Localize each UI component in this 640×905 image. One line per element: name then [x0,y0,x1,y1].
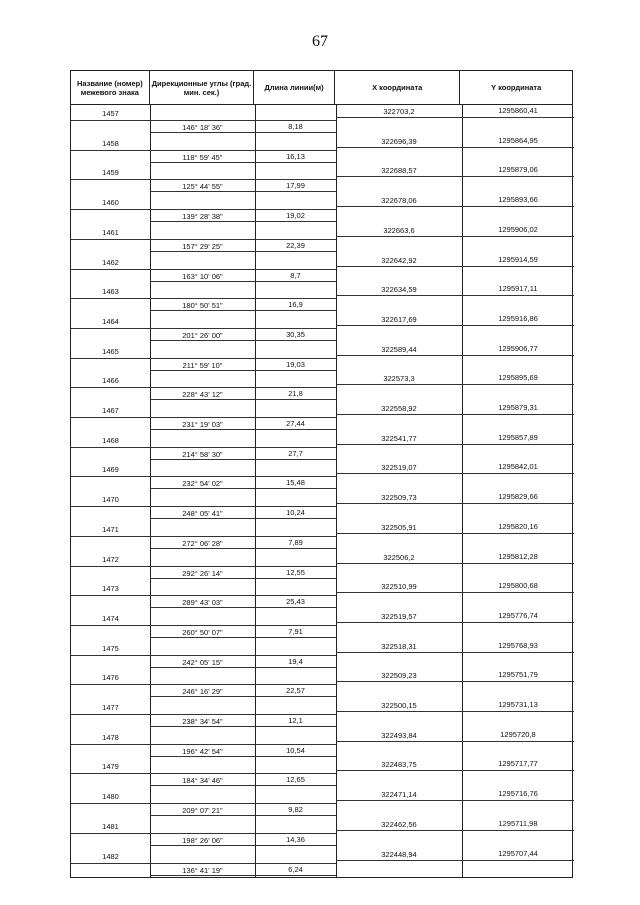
direction-angle: 196° 42' 54" [182,746,223,756]
segment-top-line [150,328,336,329]
name-row-line [71,714,150,715]
segment-row-line [150,518,336,519]
line-length: 14,36 [286,834,305,844]
segment-top-line [150,863,336,864]
direction-angle: 272° 06' 28" [182,538,223,548]
x-coordinate: 322448,94 [381,849,417,859]
line-length: 19,4 [288,656,303,666]
y-coordinate: 1295829,66 [498,492,538,502]
segment-row-line [150,162,336,163]
line-length: 27,7 [288,448,303,458]
line-length: 27,44 [286,419,305,428]
line-length: 19,03 [286,359,305,369]
line-length: 12,55 [286,567,305,577]
direction-angle: 242° 05' 15" [182,657,223,667]
x-coordinate: 322509,73 [381,493,417,503]
table-header [71,71,572,105]
x-coordinate: 322696,39 [381,136,417,146]
segment-row-line [150,459,336,460]
segment-top-line [150,536,336,537]
x-coordinate: 322471,14 [381,790,417,800]
point-name: 1462 [102,257,119,267]
segment-top-line [150,120,336,121]
line-length: 8,18 [288,122,303,131]
point-name: 1482 [102,851,119,861]
line-length: 21,8 [288,389,303,399]
x-coordinate: 322678,06 [381,196,417,206]
segment-row-line [150,281,336,282]
coordinate-row-line [336,681,574,682]
name-row-line [71,863,150,864]
y-coordinate: 1295879,06 [498,165,538,175]
coordinate-row-line [336,860,574,861]
coordinate-row-line [336,206,574,207]
header-name: Название (номер) межевого знака [71,71,150,104]
coordinate-row-line [336,711,574,712]
segment-top-line [150,803,336,804]
x-coordinate: 322589,44 [381,344,417,354]
coordinate-row-line [336,770,574,771]
coordinate-row-line [336,325,574,326]
line-length: 17,99 [286,181,305,191]
point-name: 1475 [102,643,119,653]
coordinates-table [70,70,573,878]
y-coordinate: 1295906,77 [498,343,538,353]
direction-angle: 209° 07' 21" [182,806,223,816]
name-row-line [71,684,150,685]
segment-top-line [150,298,336,299]
line-length: 16,9 [288,300,303,310]
coordinate-row-line [336,117,574,118]
direction-angle: 232° 54' 02" [182,479,223,489]
point-name: 1466 [102,376,119,386]
segment-top-line [150,417,336,418]
y-coordinate: 1295707,44 [498,848,538,858]
line-length: 6,24 [288,864,303,874]
header-x: X координата [335,71,461,104]
segment-row-line [150,815,336,816]
segment-top-line [150,179,336,180]
x-coordinate: 322500,15 [381,701,417,710]
x-coordinate: 322518,31 [381,641,417,651]
header-y: Y координата [491,83,542,92]
point-name: 1471 [102,524,119,534]
x-coordinate: 322688,57 [381,166,417,176]
direction-angle: 118° 59' 45" [182,152,223,162]
line-length: 10,24 [286,508,305,518]
point-name: 1476 [102,673,119,683]
direction-angle: 184° 34' 46" [182,776,223,786]
x-coordinate: 322703,2 [383,107,415,116]
segment-row-line [150,756,336,757]
line-length: 15,48 [286,478,305,488]
line-length: 12,65 [286,775,305,785]
segment-row-line [150,429,336,430]
x-coordinate: 322483,75 [381,760,417,770]
table-body [71,105,572,877]
segment-top-line [150,150,336,151]
segment-row-line [150,726,336,727]
point-name: 1473 [102,584,119,594]
coordinate-row-line [336,384,574,385]
segment-top-line [150,744,336,745]
line-length: 25,43 [286,597,305,607]
name-row-line [71,120,150,121]
name-row-line [71,655,150,656]
line-length: 12,1 [288,716,303,725]
segment-top-line [150,506,336,507]
line-length: 8,7 [290,270,301,280]
segment-top-line [150,209,336,210]
y-coordinate: 1295893,66 [498,195,538,205]
name-row-line [71,328,150,329]
x-coordinate: 322642,92 [381,255,417,265]
direction-angle: 180° 50' 51" [182,301,223,311]
y-coordinate: 1295906,02 [498,224,538,234]
segment-row-line [150,488,336,489]
direction-angle: 248° 05' 41" [182,509,223,519]
y-coordinate: 1295820,16 [498,521,538,531]
y-coordinate: 1295751,79 [498,670,538,680]
coordinate-row-line [336,473,574,474]
segment-row-line [150,667,336,668]
y-coordinate: 1295914,59 [498,254,538,264]
direction-angle: 238° 34' 54" [182,717,223,726]
segment-row-line [150,191,336,192]
direction-angle: 163° 10' 06" [182,271,223,281]
y-coordinate: 1295800,68 [498,581,538,591]
segment-row-line [150,310,336,311]
coordinate-row-line [336,355,574,356]
x-coordinate: 322493,84 [381,730,417,740]
name-row-line [71,506,150,507]
point-name: 1465 [102,346,119,356]
x-coordinate: 322541,77 [381,433,417,443]
line-length: 7,91 [288,626,303,636]
direction-angle: 201° 26' 00" [182,330,223,340]
y-coordinate: 1295812,28 [498,551,538,561]
y-coordinate: 1295842,01 [498,462,538,472]
point-name: 1468 [102,435,119,445]
coordinate-row-line [336,622,574,623]
name-row-line [71,358,150,359]
header-length: Длина линии(м) [254,71,335,104]
segment-row-line [150,696,336,697]
segment-top-line [150,566,336,567]
x-coordinate: 322509,23 [381,671,417,681]
line-length: 9,82 [288,805,303,815]
y-coordinate: 1295917,11 [498,284,538,294]
direction-angle: 125° 44' 55" [182,182,223,192]
segment-row-line [150,578,336,579]
coordinate-row-line [336,414,574,415]
point-name: 1478 [102,732,119,742]
y-coordinate: 1295895,69 [498,373,538,383]
segment-top-line [150,387,336,388]
name-row-line [71,803,150,804]
point-name: 1464 [102,316,119,326]
point-name: 1458 [102,138,119,148]
point-name: 1481 [102,821,119,831]
segment-row-line [150,370,336,371]
x-coordinate: 322617,69 [381,314,417,324]
name-row-line [71,298,150,299]
coordinate-row-line [336,592,574,593]
name-row-line [71,744,150,745]
y-coordinate: 1295879,31 [498,403,538,412]
coordinate-row-line [336,741,574,742]
segment-row-line [150,251,336,252]
x-coordinate: 322505,91 [381,522,417,532]
segment-row-line [150,875,336,876]
name-row-line [71,476,150,477]
point-name: 1459 [102,168,119,178]
line-length: 22,39 [286,240,305,250]
segment-top-line [150,625,336,626]
coordinate-row-line [336,563,574,564]
line-length: 16,13 [286,151,305,161]
name-row-line [71,387,150,388]
name-row-line [71,417,150,418]
direction-angle: 246° 16' 29" [182,687,223,697]
point-name: 1474 [102,613,119,623]
x-coordinate: 322558,92 [381,404,417,413]
coordinate-row-line [336,503,574,504]
y-coordinate: 1295864,95 [498,135,538,145]
direction-angle: 139° 28' 38" [182,212,223,222]
x-coordinate: 322519,57 [381,611,417,621]
coordinate-row-line [336,444,574,445]
x-coordinate: 322519,07 [381,463,417,473]
name-row-line [71,536,150,537]
point-name: 1480 [102,792,119,802]
point-name: 1470 [102,495,119,505]
segment-top-line [150,773,336,774]
segment-row-line [150,221,336,222]
segment-row-line [150,340,336,341]
coordinate-row-line [336,652,574,653]
y-coordinate: 1295776,74 [498,610,538,620]
line-length: 7,89 [288,537,303,547]
line-length: 22,57 [286,686,305,696]
y-coordinate: 1295916,86 [498,313,538,323]
name-row-line [71,179,150,180]
point-name: 1479 [102,762,119,772]
coordinate-row-line [336,236,574,237]
y-coordinate: 1295860,41 [498,106,538,115]
name-row-line [71,595,150,596]
line-length: 30,35 [286,329,305,339]
segment-row-line [150,785,336,786]
direction-angle: 292° 26' 14" [182,568,223,578]
segment-top-line [150,447,336,448]
point-name: 1457 [102,109,119,118]
segment-top-line [150,684,336,685]
point-name: 1477 [102,703,119,712]
point-name: 1467 [102,406,119,415]
name-row-line [71,447,150,448]
page-number: 67 [312,33,328,50]
segment-row-line [150,548,336,549]
x-coordinate: 322462,56 [381,819,417,829]
direction-angle: 211° 59' 10" [182,360,223,370]
line-length: 19,02 [286,211,305,221]
segment-top-line [150,714,336,715]
coordinate-row-line [336,266,574,267]
coordinate-row-line [336,176,574,177]
direction-angle: 157° 29' 25" [182,241,223,251]
y-coordinate: 1295731,13 [498,700,538,709]
x-coordinate: 322634,59 [381,285,417,295]
coordinate-row-line [336,533,574,534]
direction-angle: 214° 58' 30" [182,449,223,459]
point-name: 1463 [102,287,119,297]
name-row-line [71,833,150,834]
x-coordinate: 322573,3 [383,374,415,384]
direction-angle: 136° 41' 19" [182,865,223,875]
header-angle: Дирекционные углы (град. мин. сек.) [150,71,255,104]
name-row-line [71,150,150,151]
x-coordinate: 322510,99 [381,582,417,592]
point-name: 1469 [102,465,119,475]
direction-angle: 260° 50' 07" [182,627,223,637]
y-coordinate: 1295711,98 [498,818,538,828]
direction-angle: 228° 43' 12" [182,390,223,400]
segment-row-line [150,607,336,608]
y-coordinate: 1295717,77 [498,759,538,769]
segment-row-line [150,845,336,846]
coordinate-row-line [336,295,574,296]
point-name: 1460 [102,198,119,208]
name-row-line [71,269,150,270]
name-row-line [71,239,150,240]
name-row-line [71,209,150,210]
segment-row-line [150,637,336,638]
coordinate-row-line [336,830,574,831]
direction-angle: 146° 18' 36" [182,123,223,132]
coordinate-row-line [336,800,574,801]
segment-top-line [150,833,336,834]
direction-angle: 198° 26' 06" [182,835,223,845]
point-name: 1461 [102,227,119,237]
x-coordinate: 322506,2 [383,552,415,562]
point-name: 1472 [102,554,119,564]
direction-angle: 231° 19' 03" [182,420,223,429]
y-coordinate: 1295720,8 [500,729,536,739]
y-coordinate: 1295768,93 [498,640,538,650]
x-coordinate: 322663,6 [383,225,415,235]
name-row-line [71,566,150,567]
segment-row-line [150,399,336,400]
segment-top-line [150,239,336,240]
segment-top-line [150,476,336,477]
segment-top-line [150,595,336,596]
coordinate-row-line [336,147,574,148]
segment-top-line [150,269,336,270]
y-coordinate: 1295716,76 [498,789,538,799]
y-coordinate: 1295857,89 [498,432,538,442]
segment-top-line [150,358,336,359]
segment-row-line [150,132,336,133]
segment-top-line [150,655,336,656]
direction-angle: 289° 43' 03" [182,598,223,608]
name-row-line [71,625,150,626]
name-row-line [71,773,150,774]
line-length: 10,54 [286,745,305,755]
